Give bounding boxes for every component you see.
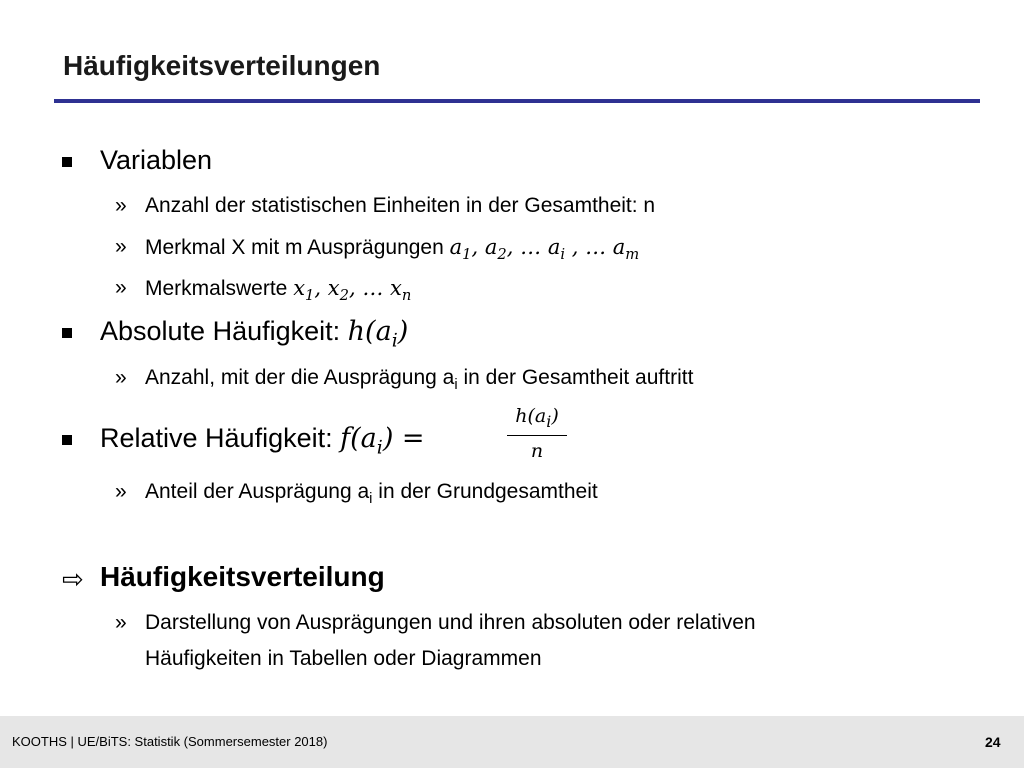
chevron-marker-icon: » (115, 480, 127, 503)
math-expression: $x_1$, $x_2$, … $x_n$ (293, 276, 412, 305)
slide-title: Häufigkeitsverteilungen (63, 50, 381, 81)
math-expression: $h(a_i)$ (347, 316, 409, 352)
right-arrow-icon: ⇨ (62, 564, 84, 594)
sub-item-text: Merkmal X mit m Ausprägungen (145, 236, 444, 259)
chevron-marker-icon: » (115, 235, 127, 258)
square-bullet-icon (62, 435, 72, 445)
result-heading: Häufigkeitsverteilung (100, 561, 385, 592)
chevron-marker-icon: » (115, 276, 127, 299)
fraction (507, 405, 567, 462)
sub-item-text: Anzahl, mit der die Ausprägung $a_i$ in der Gesamtheit auftritt (145, 366, 694, 394)
sub-item-text: Merkmalswerte (145, 277, 288, 300)
sub-item-text: Anteil der Ausprägung $a_i$ in der Grundgesamtheit (145, 480, 598, 508)
fraction-numerator: $h(a_i)$ (507, 405, 567, 436)
square-bullet-icon (62, 328, 72, 338)
title-underline (54, 99, 980, 103)
math-expression: $a_1$, $a_2$, … $a_i$ , … $a_m$ (449, 235, 640, 264)
sub-item-text-line2: Häufigkeiten in Tabellen oder Diagrammen (145, 647, 542, 670)
footer-text: KOOTHS | UE/BiTS: Statistik (Sommersemester 2018) (12, 734, 328, 749)
chevron-marker-icon: » (115, 194, 127, 217)
bullet-label: Variablen (100, 145, 213, 175)
page-number: 24 (985, 734, 1001, 750)
square-bullet-icon (62, 157, 72, 167)
bullet-label: Absolute Häufigkeit: (100, 316, 348, 346)
fraction-denominator: n (530, 439, 544, 462)
sub-item-text: Anzahl der statistischen Einheiten in der Gesamtheit: n (145, 194, 656, 217)
math-expression: $f(a_i)$ = (340, 423, 425, 459)
chevron-marker-icon: » (115, 366, 127, 389)
footer-bar (0, 716, 1024, 768)
bullet-label: Relative Häufigkeit: (100, 423, 341, 453)
chevron-marker-icon: » (115, 611, 127, 634)
sub-item-text-line1: Darstellung von Ausprägungen und ihren absoluten oder relativen (145, 611, 756, 634)
